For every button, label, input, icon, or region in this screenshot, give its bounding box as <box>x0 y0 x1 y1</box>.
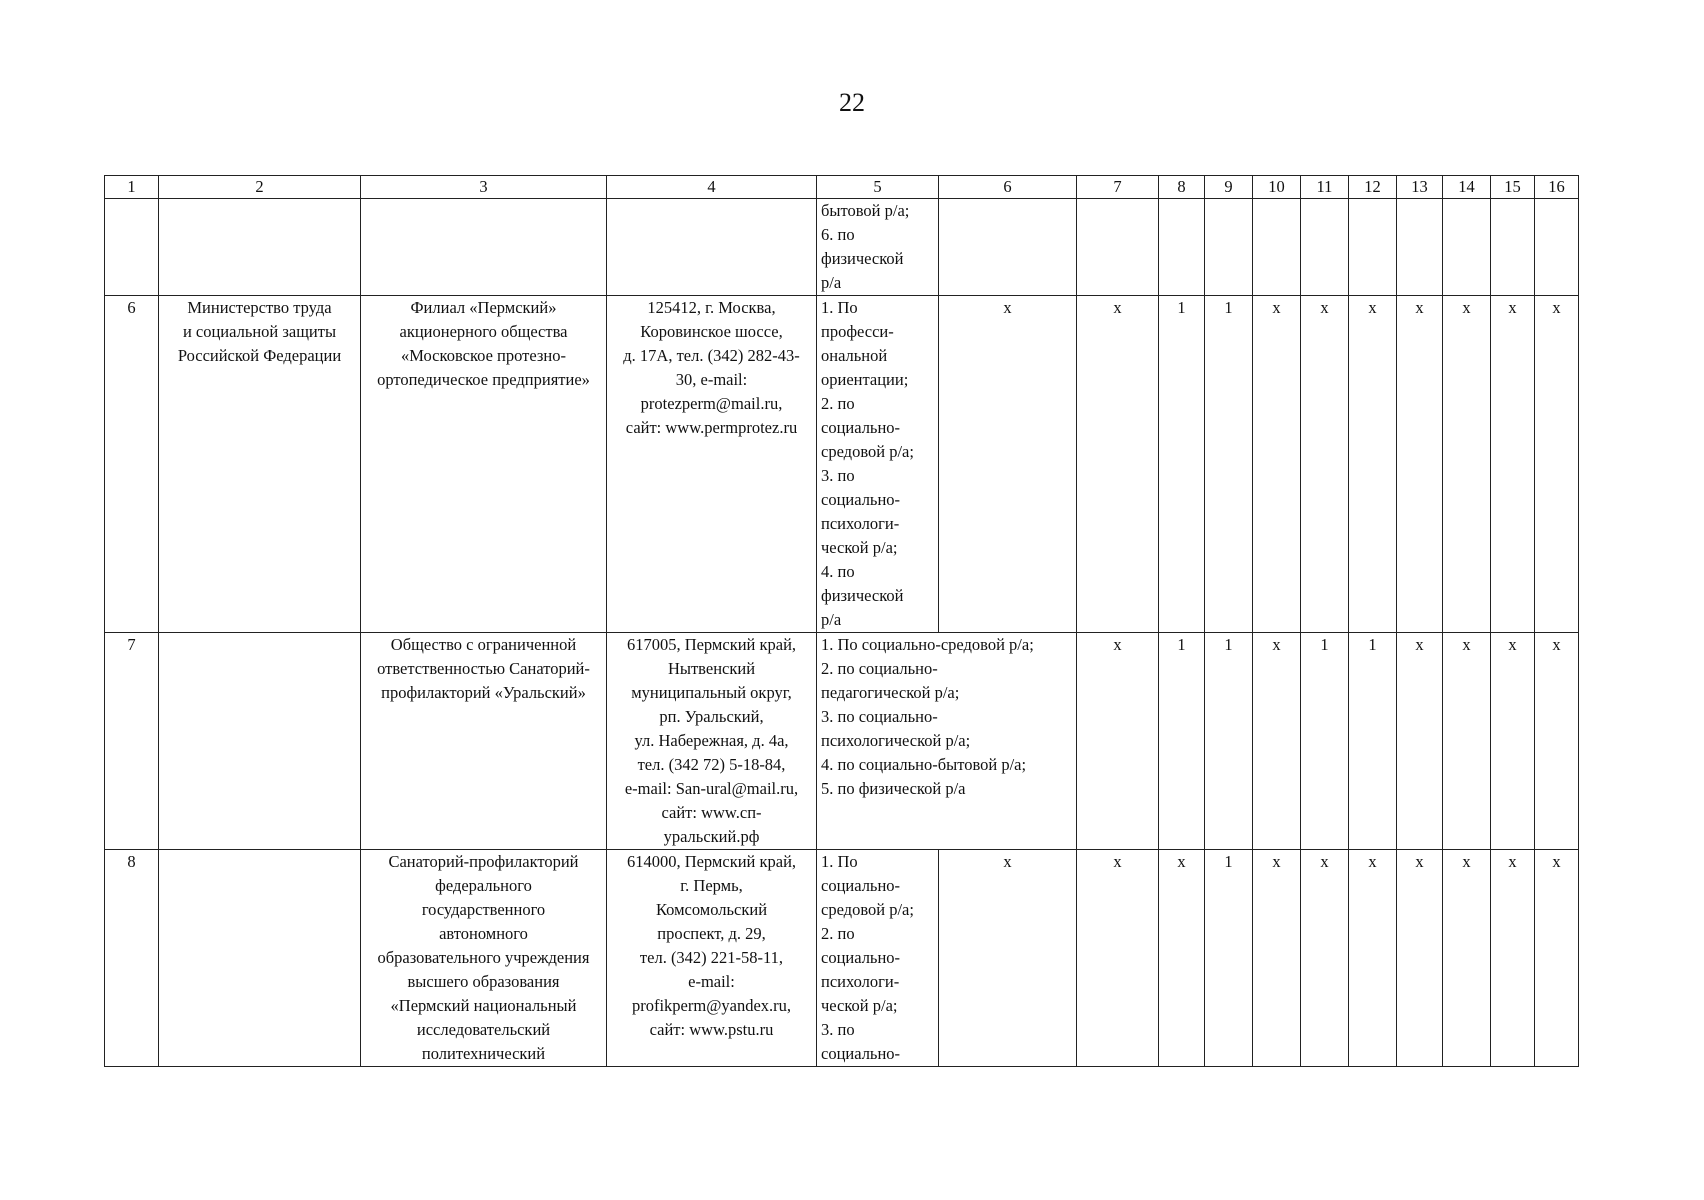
col-header: 10 <box>1253 176 1301 199</box>
col-header: 14 <box>1443 176 1491 199</box>
table-cell: x <box>939 850 1077 1067</box>
table-cell <box>159 850 361 1067</box>
table-cell: Санаторий-профилакторий федерального государственного автономного образовательного учреждения высшего образования «Пермский национальный исследовательский политехнический <box>361 850 607 1067</box>
table-cell <box>159 199 361 296</box>
col-header: 16 <box>1535 176 1579 199</box>
table-cell <box>1535 199 1579 296</box>
table-cell <box>1349 199 1397 296</box>
table-cell: x <box>1397 296 1443 633</box>
table-cell <box>1159 199 1205 296</box>
table-cell: x <box>1301 296 1349 633</box>
table-cell: 614000, Пермский край, г. Пермь, Комсомольский проспект, д. 29, тел. (342) 221-58-11, e-mail: profikperm@yandex.ru, сайт: www.pstu.ru <box>607 850 817 1067</box>
row-number: 7 <box>105 633 159 850</box>
table-cell <box>1301 199 1349 296</box>
table-cell: x <box>1301 850 1349 1067</box>
table-cell: 1 <box>1205 633 1253 850</box>
table-cell: x <box>1077 850 1159 1067</box>
table-cell: x <box>1443 296 1491 633</box>
table-cell <box>1443 199 1491 296</box>
table-cell <box>159 633 361 850</box>
table-cell: x <box>1349 296 1397 633</box>
col-header: 8 <box>1159 176 1205 199</box>
col-header: 7 <box>1077 176 1159 199</box>
table-cell: 1. По професси- ональной ориентации; 2. по социально- средовой р/а; 3. по социально- психологи- ческой р/а; 4. по физической р/а <box>817 296 939 633</box>
table-cell: 125412, г. Москва, Коровинское шоссе, д. 17А, тел. (342) 282-43- 30, e-mail: protezperm@mail.ru, сайт: www.permprotez.ru <box>607 296 817 633</box>
table-cell: x <box>1491 850 1535 1067</box>
col-header: 13 <box>1397 176 1443 199</box>
table-cell: Министерство труда и социальной защиты Российской Федерации <box>159 296 361 633</box>
table-cell: 1 <box>1205 850 1253 1067</box>
table-cell: x <box>939 296 1077 633</box>
table-cell: x <box>1077 296 1159 633</box>
table-cell: 1. По социально-средовой р/а; 2. по социально- педагогической р/а; 3. по социально- психологической р/а; 4. по социально-бытовой р/а; 5. по физической р/а <box>817 633 1077 850</box>
row-number: 8 <box>105 850 159 1067</box>
table-cell: x <box>1253 296 1301 633</box>
table-cell: x <box>1491 296 1535 633</box>
table-cell: 1. По социально- средовой р/а; 2. по социально- психологи- ческой р/а; 3. по социально- <box>817 850 939 1067</box>
page-number: 22 <box>839 88 865 117</box>
table-cell: x <box>1535 296 1579 633</box>
table-cell: x <box>1253 633 1301 850</box>
table-row <box>105 199 1579 296</box>
table-cell <box>939 199 1077 296</box>
table-cell: x <box>1159 850 1205 1067</box>
table-cell: 1 <box>1159 633 1205 850</box>
table-cell: 1 <box>1301 633 1349 850</box>
table-cell: x <box>1349 850 1397 1067</box>
table-cell <box>105 199 159 296</box>
table-cell <box>1491 199 1535 296</box>
col-header: 12 <box>1349 176 1397 199</box>
table-row <box>105 296 1579 633</box>
table-cell: бытовой р/а; 6. по физической р/а <box>817 199 939 296</box>
table-cell <box>361 199 607 296</box>
header-row <box>105 176 1579 199</box>
table-cell <box>1253 199 1301 296</box>
table-cell: 617005, Пермский край, Нытвенский муниципальный округ, рп. Уральский, ул. Набережная, д. 4а, тел. (342 72) 5-18-84, e-mail: San-ural@mail.ru, сайт: www.сп- уральский.рф <box>607 633 817 850</box>
table-row <box>105 633 1579 850</box>
col-header: 2 <box>159 176 361 199</box>
table-cell: Общество с ограниченной ответственностью Санаторий- профилакторий «Уральский» <box>361 633 607 850</box>
table-cell: x <box>1443 850 1491 1067</box>
col-header: 9 <box>1205 176 1253 199</box>
table-cell: x <box>1491 633 1535 850</box>
table-cell: x <box>1443 633 1491 850</box>
document-table <box>104 175 1579 1067</box>
table-cell: x <box>1535 850 1579 1067</box>
table-cell <box>1397 199 1443 296</box>
col-header: 15 <box>1491 176 1535 199</box>
table-cell <box>1205 199 1253 296</box>
table-cell: 1 <box>1159 296 1205 633</box>
col-header: 6 <box>939 176 1077 199</box>
table-cell: x <box>1535 633 1579 850</box>
table-cell: Филиал «Пермский» акционерного общества «Московское протезно- ортопедическое предприятие» <box>361 296 607 633</box>
table-cell <box>607 199 817 296</box>
row-number: 6 <box>105 296 159 633</box>
table-cell: 1 <box>1349 633 1397 850</box>
col-header: 5 <box>817 176 939 199</box>
table-cell: x <box>1077 633 1159 850</box>
col-header: 11 <box>1301 176 1349 199</box>
col-header: 4 <box>607 176 817 199</box>
table-cell <box>1077 199 1159 296</box>
table-cell: x <box>1253 850 1301 1067</box>
col-header: 3 <box>361 176 607 199</box>
table-cell: 1 <box>1205 296 1253 633</box>
table-row <box>105 850 1579 1067</box>
table-cell: x <box>1397 850 1443 1067</box>
col-header: 1 <box>105 176 159 199</box>
table-cell: x <box>1397 633 1443 850</box>
